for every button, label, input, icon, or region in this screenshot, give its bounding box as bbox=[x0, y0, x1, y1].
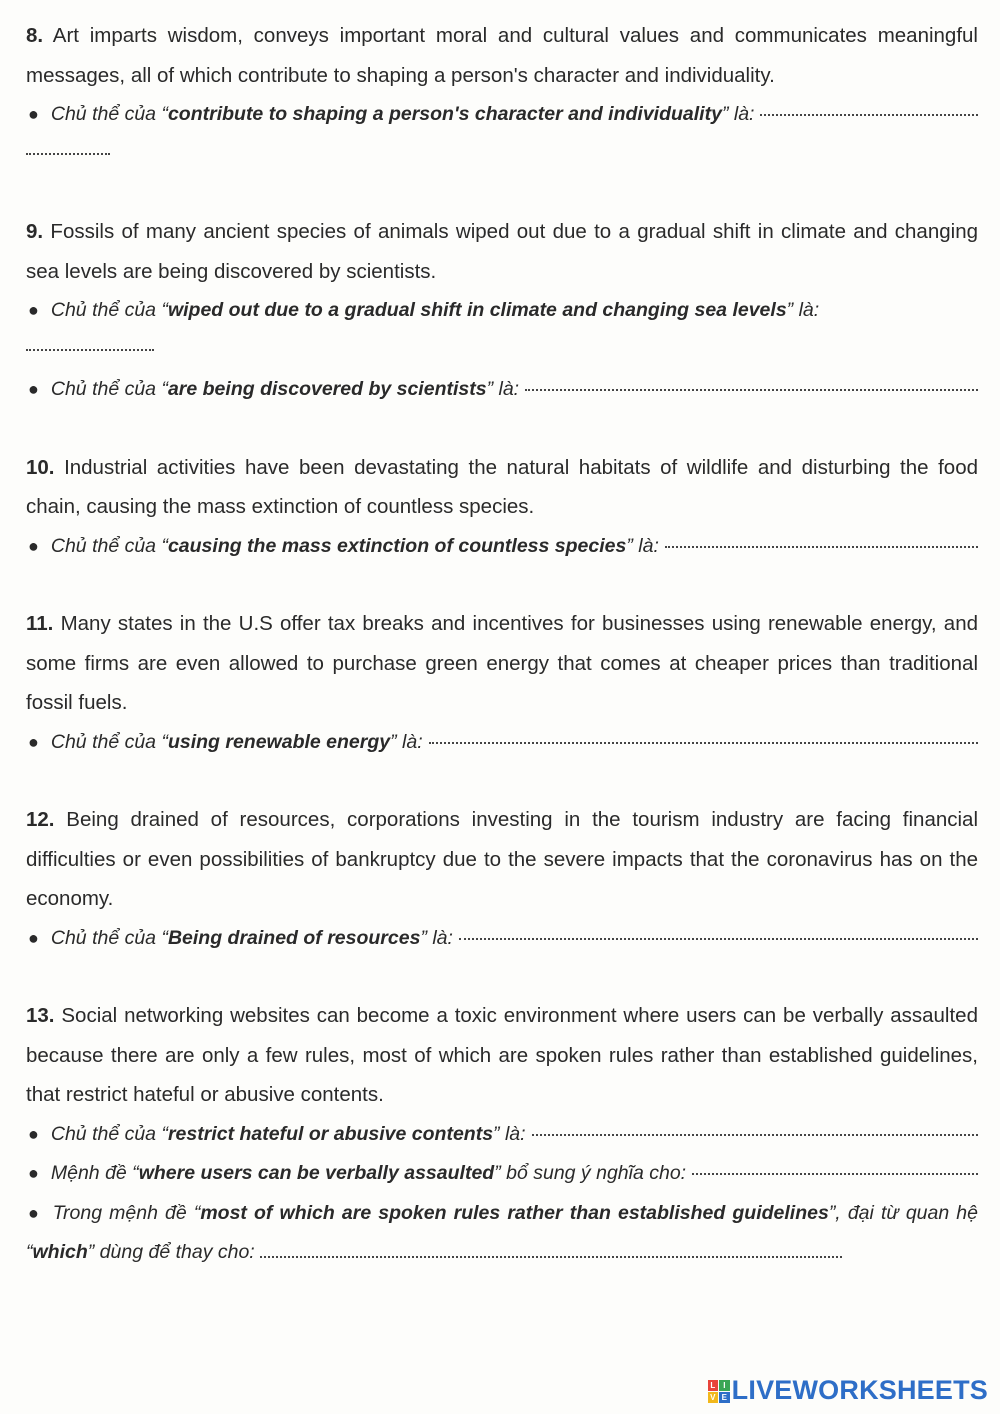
question-8 bbox=[26, 16, 978, 174]
quoted-phrase: where users can be verbally assaulted bbox=[138, 1162, 495, 1184]
question-text bbox=[26, 448, 978, 527]
quoted-phrase: using renewable energy bbox=[167, 730, 391, 753]
logo-mark-cell: E bbox=[719, 1392, 730, 1403]
bullet-icon: ● bbox=[28, 1123, 39, 1144]
quoted-word: which bbox=[32, 1241, 88, 1263]
quoted-phrase: restrict hateful or abusive contents bbox=[167, 1122, 494, 1145]
question-sentence: Being drained of resources, corporations investing in the tourism industry are facing financial difficulties or even possibilities of bankruptcy due to the severe impacts that the coronavirus has on the economy. bbox=[26, 808, 979, 910]
brand-name: LIVEWORKSHEETS bbox=[731, 1375, 988, 1405]
answer-blank[interactable] bbox=[692, 1173, 978, 1175]
quoted-phrase: wiped out due to a gradual shift in climate and changing sea levels bbox=[167, 299, 787, 321]
worksheet-page bbox=[26, 16, 978, 1311]
answer-blank[interactable] bbox=[459, 938, 978, 940]
question-text bbox=[26, 212, 978, 291]
bullet-icon: ● bbox=[28, 927, 39, 948]
question-sentence: Industrial activities have been devastating the natural habitats of wildlife and disturbing the food chain, causing the mass extinction of countless species. bbox=[26, 455, 978, 518]
answer-line: ● Chủ thể của “ contribute to shaping a person's character and individuality ” là: bbox=[26, 95, 978, 135]
bullet-icon: ● bbox=[28, 1163, 39, 1183]
question-text bbox=[26, 604, 978, 723]
question-10 bbox=[26, 448, 978, 567]
question-text bbox=[26, 16, 978, 95]
bullet-icon: ● bbox=[28, 1202, 41, 1223]
question-sentence: Social networking websites can become a toxic environment where users can be verbally assaulted because there are only a few rules, most of which are spoken rules rather than established guidelines, that restrict hateful or abusive contents. bbox=[26, 1004, 978, 1106]
answer-blank[interactable] bbox=[525, 389, 978, 391]
question-number: 10. bbox=[26, 455, 55, 479]
answer-line: ● Chủ thể của “ Being drained of resources ” là: bbox=[26, 919, 978, 959]
bullet-icon: ● bbox=[28, 300, 39, 320]
question-number: 12. bbox=[26, 808, 55, 831]
answer-blank[interactable] bbox=[665, 546, 978, 548]
answer-line: ● Trong mệnh đề “most of which are spoken rules rather than established guidelines”, đại từ quan hệ “which” dùng để thay cho: bbox=[26, 1201, 978, 1263]
question-sentence: Many states in the U.S offer tax breaks and incentives for businesses using renewable energy, and some firms are even allowed to purchase green energy that comes at cheaper prices than traditional fossil fuels. bbox=[26, 612, 978, 714]
answer-line: ● Chủ thể của “ causing the mass extinction of countless species ” là: bbox=[26, 527, 978, 567]
bullet-icon: ● bbox=[28, 379, 39, 399]
answer-blank[interactable] bbox=[429, 742, 978, 744]
quoted-phrase: Being drained of resources bbox=[167, 926, 421, 949]
question-sentence: Fossils of many ancient species of animals wiped out due to a gradual shift in climate and changing sea levels are being discovered by scientists. bbox=[26, 220, 978, 283]
quoted-phrase: most of which are spoken rules rather than established guidelines bbox=[200, 1201, 829, 1224]
bullet-icon: ● bbox=[28, 535, 39, 556]
question-number: 13. bbox=[26, 1004, 55, 1027]
answer-line: ● Chủ thể của “ restrict hateful or abusive contents ” là: bbox=[26, 1115, 978, 1155]
question-number: 11. bbox=[26, 612, 54, 635]
answer-line: ● Chủ thể của “ wiped out due to a gradual shift in climate and changing sea levels ” là: bbox=[26, 291, 978, 331]
question-12 bbox=[26, 800, 978, 958]
logo-mark-cell: V bbox=[708, 1392, 719, 1403]
quoted-phrase: are being discovered by scientists bbox=[167, 378, 487, 400]
question-13 bbox=[26, 996, 978, 1273]
answer-line: ● Mệnh đề “ where users can be verbally assaulted ” bổ sung ý nghĩa cho: bbox=[26, 1154, 978, 1194]
answer-blank[interactable] bbox=[760, 114, 978, 116]
question-sentence: Art imparts wisdom, conveys important moral and cultural values and communicates meaningful messages, all of which contribute to shaping a person's character and individuality. bbox=[26, 24, 978, 87]
answer-line: ● Chủ thể của “ are being discovered by scientists ” là: bbox=[26, 370, 978, 410]
logo-mark-cell: L bbox=[708, 1380, 719, 1391]
question-text bbox=[26, 996, 978, 1115]
bullet-icon: ● bbox=[28, 731, 39, 752]
question-11 bbox=[26, 604, 978, 762]
answer-line: ● Chủ thể của “ using renewable energy ” là: bbox=[26, 723, 978, 763]
question-number: 9. bbox=[26, 220, 44, 243]
answer-blank[interactable] bbox=[532, 1134, 978, 1136]
question-9 bbox=[26, 212, 978, 410]
bullet-icon: ● bbox=[28, 104, 39, 124]
answer-blank[interactable] bbox=[26, 153, 110, 155]
answer-blank[interactable] bbox=[260, 1256, 842, 1258]
quoted-phrase: causing the mass extinction of countless species bbox=[167, 534, 627, 557]
logo-mark-cell: I bbox=[719, 1380, 730, 1391]
answer-blank-continued bbox=[26, 135, 978, 175]
logo-mark-icon bbox=[708, 1380, 730, 1402]
answer-blank-continued bbox=[26, 331, 978, 371]
answer-blank[interactable] bbox=[26, 349, 154, 351]
question-number: 8. bbox=[26, 24, 44, 47]
quoted-phrase: contribute to shaping a person's character and individuality bbox=[167, 103, 722, 125]
question-text bbox=[26, 800, 978, 919]
liveworksheets-logo bbox=[708, 1375, 988, 1406]
